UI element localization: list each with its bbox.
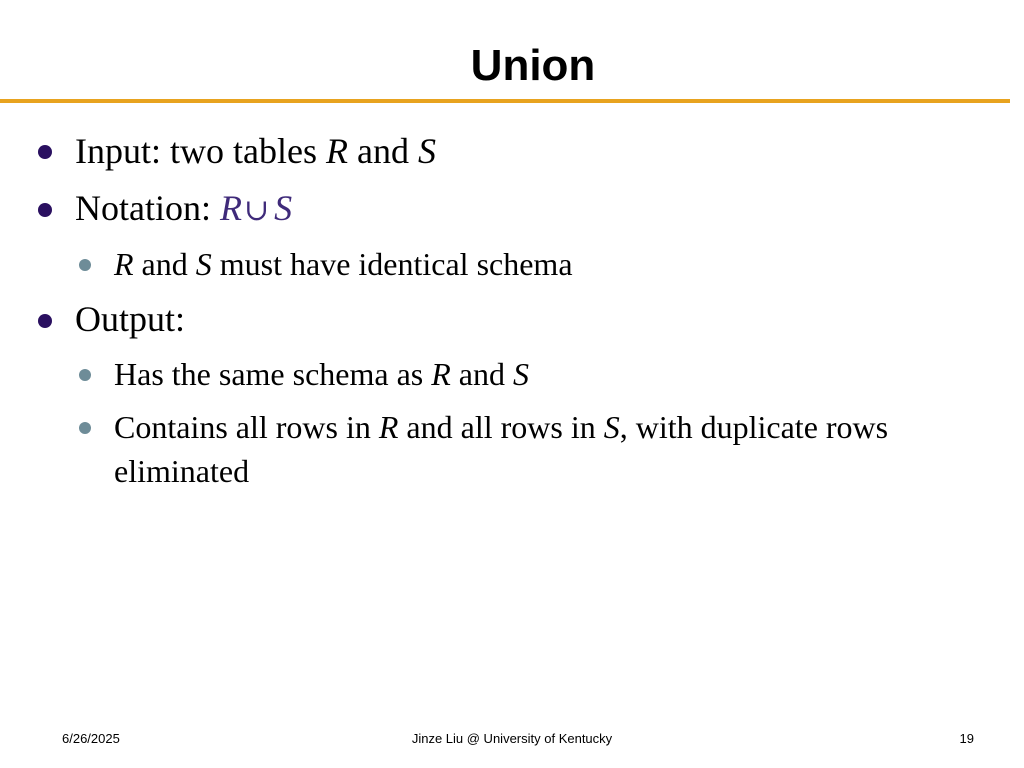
bullet-notation: Notation: R∪ S [75, 188, 293, 228]
bullet-contains: Contains all rows in R and all rows in S, with duplicate rows eliminated [114, 409, 889, 489]
union-symbol: ∪ [243, 193, 270, 228]
page-number: 19 [959, 731, 974, 746]
footer-author: Jinze Liu @ University of Kentucky [411, 731, 613, 746]
slide-title: Union [470, 41, 596, 90]
bullet-input: Input: two tables R and S [75, 131, 436, 171]
bullet-output: Output: [75, 299, 186, 339]
bullet-dot [38, 314, 52, 328]
sub-bullet-dot [79, 422, 91, 434]
bullet-dot [38, 145, 52, 159]
title-underline [0, 99, 1010, 103]
sub-bullet-dot [79, 369, 91, 381]
bullet-schema: R and S must have identical schema [114, 246, 573, 282]
sub-bullet-dot [79, 259, 91, 271]
bullet-same-schema: Has the same schema as R and S [114, 356, 529, 392]
footer-date: 6/26/2025 [62, 731, 120, 746]
bullet-dot [38, 203, 52, 217]
